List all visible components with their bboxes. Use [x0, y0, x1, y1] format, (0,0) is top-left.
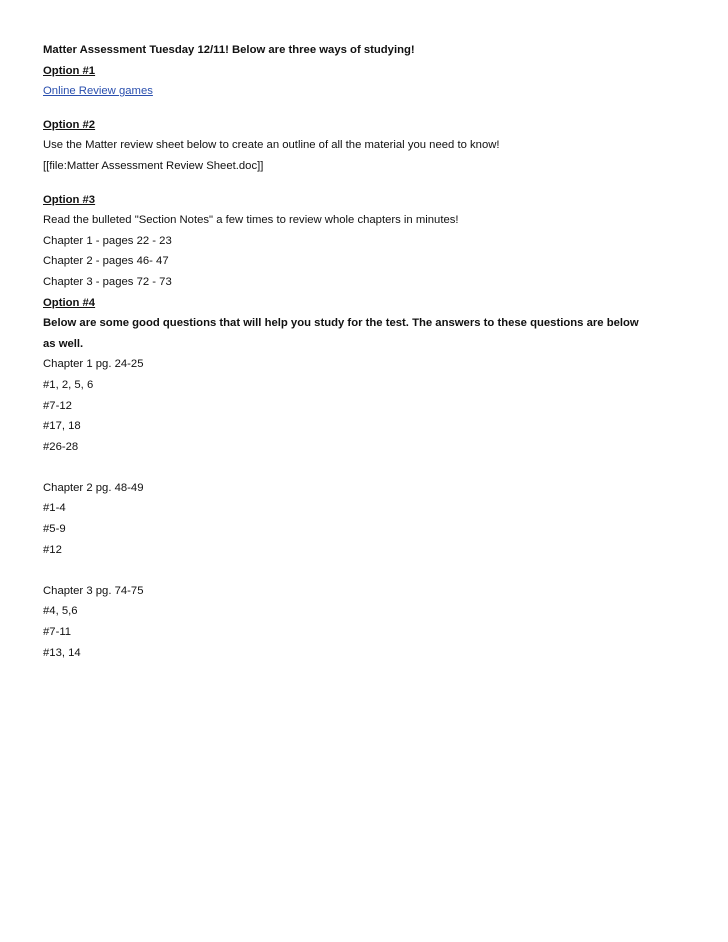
option-2-file-reference: [[file:Matter Assessment Review Sheet.doc]] — [43, 159, 264, 172]
spacer — [43, 457, 703, 478]
spacer — [43, 177, 703, 190]
question-range: #13, 14 — [43, 646, 81, 659]
option-4-description-line-2: as well. — [43, 337, 84, 350]
document-page — [43, 40, 703, 663]
option-3-chapter-3: Chapter 3 - pages 72 - 73 — [43, 275, 172, 288]
option-3-description: Read the bulleted "Section Notes" a few times to review whole chapters in minutes! — [43, 214, 459, 227]
question-range: #17, 18 — [43, 420, 81, 433]
question-range: #7-11 — [43, 626, 72, 639]
page-title: Matter Assessment Tuesday 12/11! Below are three ways of studying! — [43, 44, 415, 56]
chapter-1-questions-title: Chapter 1 pg. 24-25 — [43, 358, 144, 371]
chapter-3-questions-title: Chapter 3 pg. 74-75 — [43, 584, 144, 597]
question-range: #12 — [43, 543, 62, 556]
question-range: #1-4 — [43, 502, 66, 515]
option-4-description-line-1: Below are some good questions that will help you study for the test. The answers to these questions are below — [43, 317, 639, 330]
question-range: #4, 5,6 — [43, 605, 78, 618]
question-range: #5-9 — [43, 523, 66, 536]
option-1-heading: Option #1 — [43, 64, 96, 77]
spacer — [43, 560, 703, 581]
option-3-heading: Option #3 — [43, 193, 96, 206]
question-range: #7-12 — [43, 399, 72, 412]
online-review-games-link[interactable]: Online Review games — [43, 85, 153, 98]
option-3-chapter-2: Chapter 2 - pages 46- 47 — [43, 255, 169, 268]
option-2-description: Use the Matter review sheet below to create an outline of all the material you need to know! — [43, 139, 500, 152]
option-1-body — [43, 81, 703, 102]
chapter-2-questions-title: Chapter 2 pg. 48-49 — [43, 481, 144, 494]
spacer — [43, 102, 703, 115]
option-2-heading: Option #2 — [43, 118, 96, 131]
question-range: #26-28 — [43, 440, 79, 453]
option-3-chapter-1: Chapter 1 - pages 22 - 23 — [43, 234, 172, 247]
question-range: #1, 2, 5, 6 — [43, 378, 94, 391]
option-4-heading: Option #4 — [43, 296, 96, 309]
